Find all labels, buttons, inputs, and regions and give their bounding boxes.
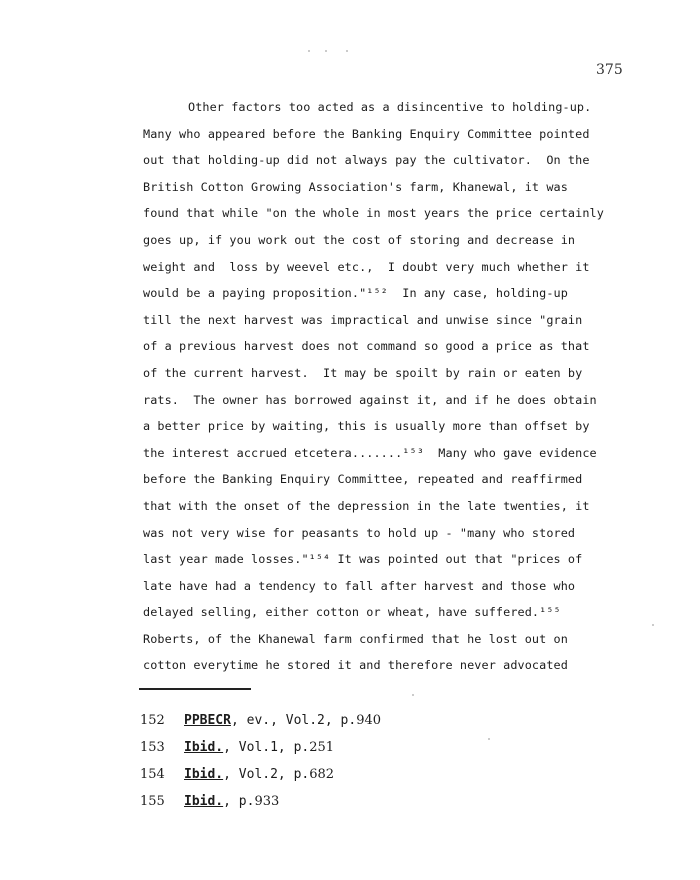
footnote-page: 940 <box>356 713 382 728</box>
paragraph-line: would be a paying proposition."¹⁵² In any case, holding-up <box>143 286 568 301</box>
paragraph-line: weight and loss by weevel etc., I doubt very much whether it <box>143 259 590 274</box>
footnote-source: Ibid. <box>184 794 224 809</box>
paragraph-line: Other factors too acted as a disincentive to holding-up. <box>188 100 592 114</box>
footnote <box>140 761 540 788</box>
paragraph-line: last year made losses."¹⁵⁴ It was pointed out that "prices of <box>143 552 583 567</box>
paragraph-line: before the Banking Enquiry Committee, repeated and reaffirmed <box>143 472 583 487</box>
footnote-page: 933 <box>254 794 280 809</box>
paragraph-line: British Cotton Growing Association's farm, Khanewal, it was <box>143 179 568 194</box>
footnote-detail: , Vol.2, p. <box>223 767 310 782</box>
scan-speck <box>346 50 348 52</box>
footnote-number: 152 <box>140 713 165 728</box>
scan-speck <box>488 738 490 740</box>
footnote-source: Ibid. <box>184 740 224 755</box>
scan-speck <box>325 50 327 52</box>
footnote-source: Ibid. <box>184 767 224 782</box>
footnote-page: 251 <box>309 740 335 755</box>
paragraph-line: the interest accrued etcetera.......¹⁵³ Many who gave evidence <box>143 445 597 460</box>
scan-speck <box>652 624 654 626</box>
paragraph-line: of the current harvest. It may be spoilt by rain or eaten by <box>143 365 583 380</box>
scan-speck <box>308 50 310 52</box>
footnote-page: 682 <box>309 767 335 782</box>
paragraph-line: found that while "on the whole in most years the price certainly <box>143 206 604 221</box>
paragraph-line: Many who appeared before the Banking Enquiry Committee pointed <box>143 126 590 141</box>
page-number: 375 <box>596 62 623 78</box>
paragraph-line: cotton everytime he stored it and therefore never advocated <box>143 658 568 673</box>
paragraph-line: of a previous harvest does not command so good a price as that <box>143 339 590 354</box>
footnote-detail: , p. <box>223 794 255 809</box>
footnotes <box>140 707 540 815</box>
paragraph-line: Roberts, of the Khanewal farm confirmed that he lost out on <box>143 631 568 646</box>
footnote-detail: , Vol.1, p. <box>223 740 310 755</box>
paragraph-line: goes up, if you work out the cost of storing and decrease in <box>143 232 576 247</box>
footnote <box>140 707 540 734</box>
paragraph-line: late have had a tendency to fall after harvest and those who <box>143 578 576 593</box>
paragraph-line: rats. The owner has borrowed against it, and if he does obtain <box>143 392 597 407</box>
paragraph-line: a better price by waiting, this is usually more than offset by <box>143 419 590 434</box>
paragraph-line: that with the onset of the depression in the late twenties, it <box>143 498 590 513</box>
footnote <box>140 788 540 815</box>
footnote-source: PPBECR <box>184 713 231 728</box>
body-paragraph <box>143 94 663 679</box>
footnote-number: 154 <box>140 767 165 782</box>
scan-speck <box>412 694 414 696</box>
paragraph-line: out that holding-up did not always pay the cultivator. On the <box>143 153 590 168</box>
footnote <box>140 734 540 761</box>
paragraph-line: was not very wise for peasants to hold up - "many who stored <box>143 525 576 540</box>
footnote-number: 155 <box>140 794 165 809</box>
paragraph-line: delayed selling, either cotton or wheat, have suffered.¹⁵⁵ <box>143 605 561 620</box>
footnote-rule <box>139 688 251 690</box>
paragraph-line: till the next harvest was impractical and unwise since "grain <box>143 312 583 327</box>
footnote-number: 153 <box>140 740 165 755</box>
footnote-detail: , ev., Vol.2, p. <box>230 713 357 728</box>
